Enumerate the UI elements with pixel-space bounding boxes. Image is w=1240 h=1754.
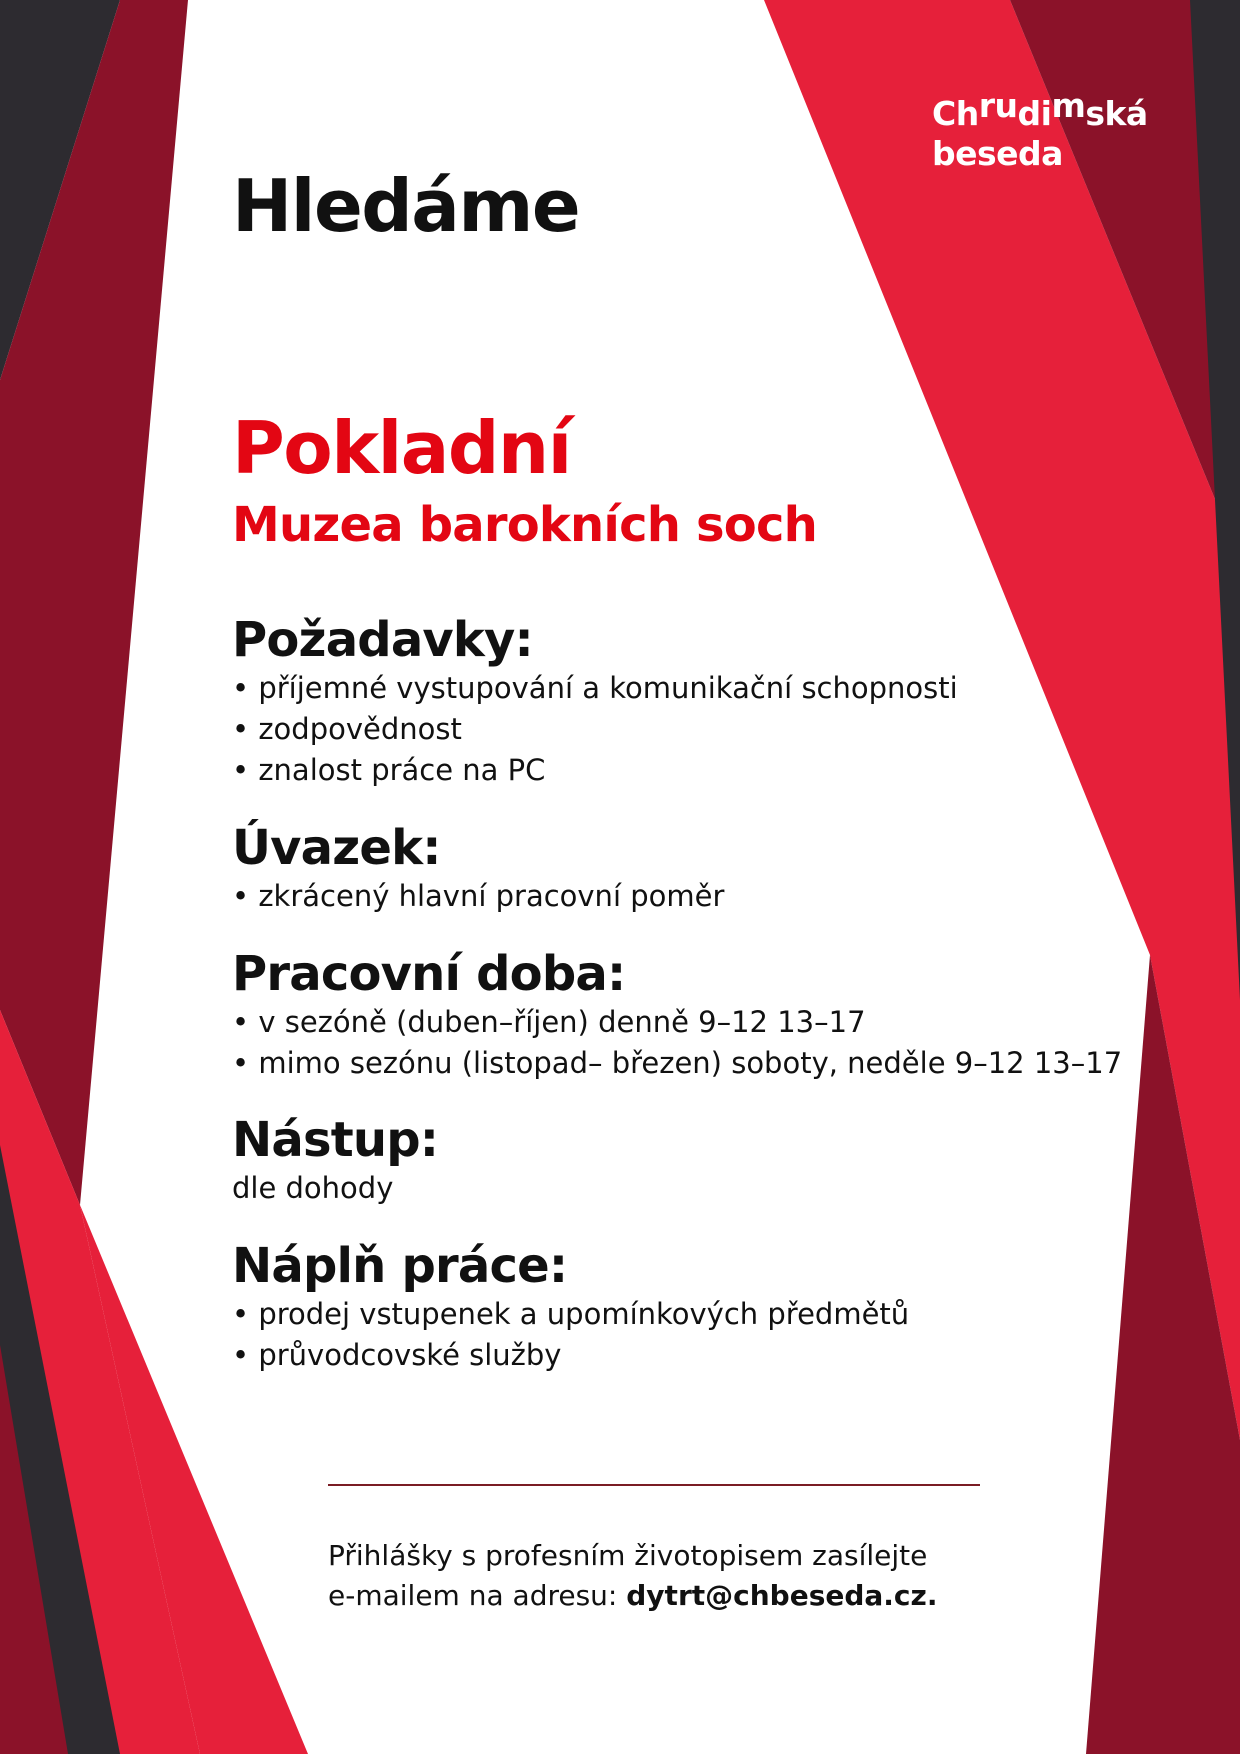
divider-line xyxy=(328,1484,980,1486)
logo-part-di: di xyxy=(1017,94,1052,133)
chrudimska-beseda-logo xyxy=(932,86,1148,174)
section-working-hours xyxy=(232,946,1132,1084)
section-workload xyxy=(232,820,1132,917)
logo-part-ska: ská xyxy=(1085,94,1148,133)
position-title: Pokladní xyxy=(232,406,571,490)
requirements-list xyxy=(232,668,1132,791)
section-title: Nástup: xyxy=(232,1112,439,1168)
logo-part-m: m xyxy=(1051,86,1086,125)
section-job-description xyxy=(232,1238,1132,1376)
section-title: Požadavky: xyxy=(232,612,533,668)
apply-prefix: e-mailem na adresu: xyxy=(328,1579,627,1612)
logo-part-ru: ru xyxy=(978,86,1018,125)
section-title: Náplň práce: xyxy=(232,1238,568,1294)
list-item: • zkrácený hlavní pracovní poměr xyxy=(232,876,1132,917)
logo-part-ch: Ch xyxy=(932,94,979,133)
working-hours-list xyxy=(232,1002,1132,1084)
section-start xyxy=(232,1112,1132,1209)
section-title: Pracovní doba: xyxy=(232,946,626,1002)
position-subtitle: Muzea barokních soch xyxy=(232,497,817,553)
workload-list xyxy=(232,876,1132,917)
apply-line-2 xyxy=(328,1576,937,1616)
list-item: • příjemné vystupování a komunikační schopnosti xyxy=(232,668,1132,709)
apply-line-1: Přihlášky s profesním životopisem zasílejte xyxy=(328,1539,928,1572)
heading-hledame: Hledáme xyxy=(232,164,580,248)
job-description-list xyxy=(232,1294,1132,1376)
list-item: • mimo sezónu (listopad– březen) soboty, neděle 9–12 13–17 xyxy=(232,1043,1132,1084)
list-item: • v sezóně (duben–říjen) denně 9–12 13–17 xyxy=(232,1002,1132,1043)
start-text: dle dohody xyxy=(232,1171,394,1205)
section-title: Úvazek: xyxy=(232,820,441,876)
section-requirements xyxy=(232,612,1132,791)
list-item: • zodpovědnost xyxy=(232,709,1132,750)
list-item: • znalost práce na PC xyxy=(232,750,1132,791)
list-item: • prodej vstupenek a upomínkových předmětů xyxy=(232,1294,1132,1335)
application-note xyxy=(328,1536,937,1616)
list-item: • průvodcovské služby xyxy=(232,1335,1132,1376)
email-address: dytrt@chbeseda.cz. xyxy=(626,1579,938,1612)
logo-line-1 xyxy=(932,86,1148,134)
logo-line-2: beseda xyxy=(932,134,1063,173)
